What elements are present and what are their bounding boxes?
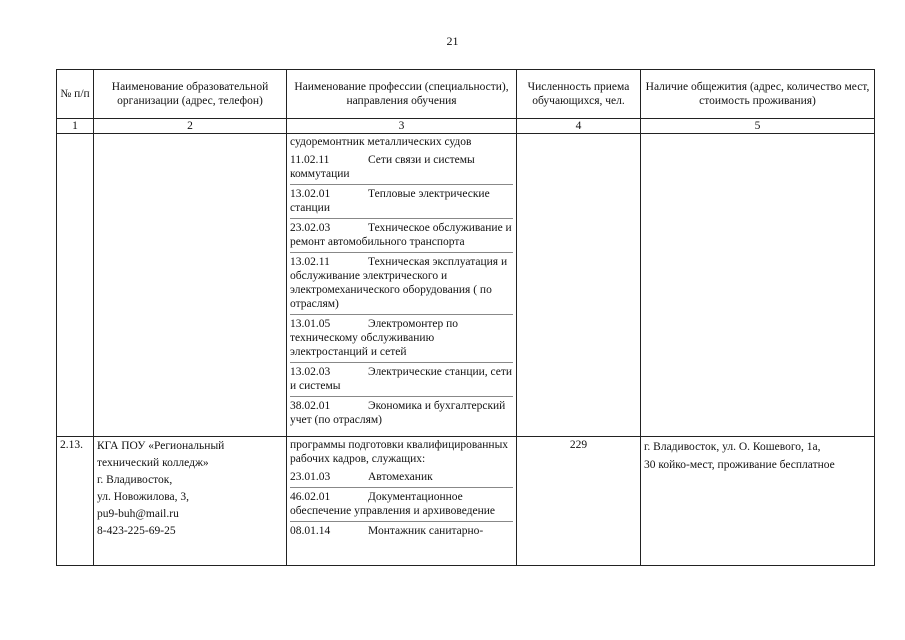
program-name: Экономика и бухгалтерский учет (по отраслям) — [290, 400, 506, 426]
column-number-row — [57, 119, 875, 134]
column-number: 5 — [641, 119, 875, 134]
program-item — [290, 184, 513, 218]
program-code: 13.02.03 — [290, 366, 331, 378]
program-item — [290, 487, 513, 521]
organization-cell — [94, 134, 287, 437]
header-number: № п/п — [57, 70, 94, 119]
header-enrollment: Численность приема обучающихся, чел. — [517, 70, 641, 119]
institutions-table — [56, 69, 875, 566]
organization-city: г. Владивосток, — [97, 474, 173, 486]
programs-cell — [287, 437, 517, 566]
program-item — [290, 362, 513, 396]
row-number: 2.13. — [57, 437, 94, 566]
program-code: 13.02.11 — [290, 256, 330, 268]
header-organization: Наименование образовательной организации (адрес, телефон) — [94, 70, 287, 119]
program-name: Техническая эксплуатация и обслуживание электрического и электромеханического оборудования ( по отраслям) — [290, 256, 508, 310]
organization-street: ул. Новожилова, 3, — [97, 491, 189, 503]
program-item — [290, 218, 513, 252]
header-dormitory: Наличие общежития (адрес, количество мест, стоимость проживания) — [641, 70, 875, 119]
program-code: 23.02.03 — [290, 222, 331, 234]
program-name: Монтажник санитарно- — [368, 525, 484, 537]
organization-email: pu9-buh@mail.ru — [97, 508, 179, 520]
program-name: Электромонтер по техническому обслуживанию электростанций и сетей — [290, 318, 459, 358]
program-code: 38.02.01 — [290, 400, 331, 412]
table-header-row — [57, 70, 875, 119]
program-item — [290, 151, 513, 184]
program-code: 11.02.11 — [290, 154, 330, 166]
table-row — [57, 134, 875, 437]
enrollment-count: 229 — [517, 437, 641, 566]
program-name: Электрические станции, сети и системы — [290, 366, 513, 392]
program-intro: судоремонтник металлических судов — [290, 136, 472, 148]
program-name: Тепловые электрические станции — [290, 188, 490, 214]
dormitory-capacity: 30 койко-мест, проживание бесплатное — [644, 459, 835, 471]
dormitory-address: г. Владивосток, ул. О. Кошевого, 1а, — [644, 441, 821, 453]
program-item — [290, 314, 513, 362]
table-row — [57, 437, 875, 566]
organization-phone: 8-423-225-69-25 — [97, 525, 176, 537]
dormitory-cell — [641, 437, 875, 566]
dormitory-cell — [641, 134, 875, 437]
header-profession: Наименование профессии (специальности), направления обучения — [287, 70, 517, 119]
program-intro: программы подготовки квалифицированных рабочих кадров, служащих: — [290, 439, 509, 465]
program-code: 23.01.03 — [290, 471, 331, 483]
program-code: 13.02.01 — [290, 188, 331, 200]
enrollment-count — [517, 134, 641, 437]
program-name: Техническое обслуживание и ремонт автомобильного транспорта — [290, 222, 512, 248]
organization-name: КГА ПОУ «Региональный технический колледж» — [97, 440, 225, 469]
program-code: 08.01.14 — [290, 525, 331, 537]
page-number: 21 — [446, 34, 459, 48]
program-item — [290, 468, 513, 487]
program-item — [290, 396, 513, 430]
program-code: 13.01.05 — [290, 318, 331, 330]
programs-cell — [287, 134, 517, 437]
organization-cell — [94, 437, 287, 566]
column-number: 3 — [287, 119, 517, 134]
row-number — [57, 134, 94, 437]
program-name: Автомеханик — [368, 471, 433, 483]
program-name: Сети связи и системы коммутации — [290, 154, 475, 180]
program-item — [290, 252, 513, 314]
program-code: 46.02.01 — [290, 491, 331, 503]
program-item — [290, 521, 513, 541]
column-number: 1 — [57, 119, 94, 134]
program-name: Документационное обеспечение управления и архивоведение — [290, 491, 496, 517]
column-number: 2 — [94, 119, 287, 134]
column-number: 4 — [517, 119, 641, 134]
